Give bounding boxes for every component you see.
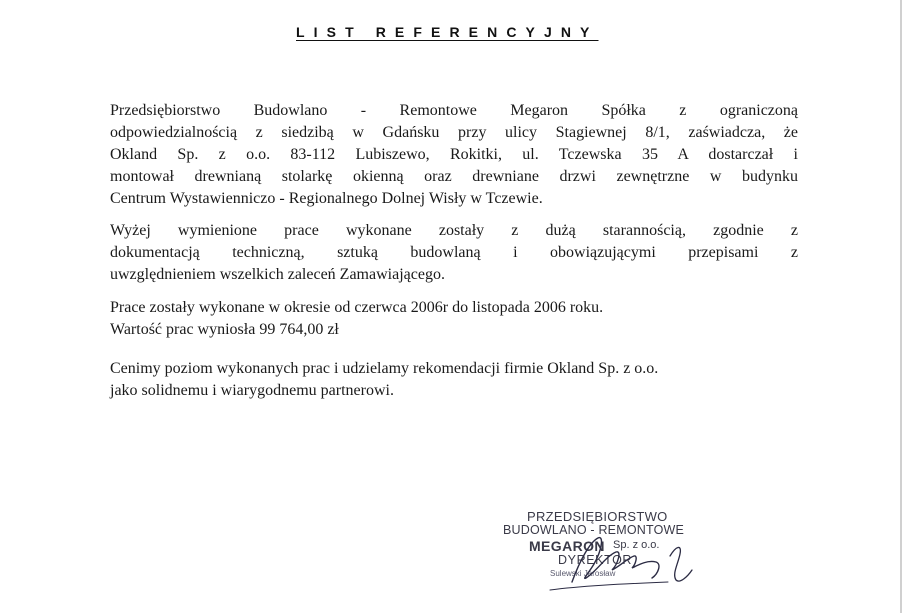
text-line: uwzględnieniem wszelkich zaleceń Zamawiającego. [110, 266, 445, 283]
document-title: LIST REFERENCYJNY [296, 24, 599, 40]
stamp-line-name: Sulewski Jarosław [550, 569, 616, 578]
text-line: Centrum Wystawienniczo - Regionalnego Dolnej Wisły w Tczewie. [110, 190, 543, 207]
text-line: Wyżej wymienione prace wykonane zostały z dużą starannością, zgodnie z [110, 222, 798, 239]
text-line: dokumentacją techniczną, sztuką budowlaną i obowiązującymi przepisami z [110, 244, 798, 261]
text-line: odpowiedzialnością z siedzibą w Gdańsku przy ulicy Stagiewnej 8/1, zaświadcza, że [110, 124, 798, 141]
scan-edge [900, 0, 902, 613]
text-line: Wartość prac wyniosła 99 764,00 zł [110, 321, 339, 338]
stamp-line-company-type: PRZEDSIĘBIORSTWO [527, 509, 668, 524]
text-line: jako solidnemu i wiarygodnemu partnerowi. [110, 382, 394, 399]
paragraph-intro [110, 100, 798, 210]
text-line: montował drewnianą stolarkę okienną oraz drewniane drzwi zewnętrzne w budynku [110, 168, 798, 185]
stamp-line-industry: BUDOWLANO - REMONTOWE [503, 523, 685, 537]
text-line: Przedsiębiorstwo Budowlano - Remontowe Megaron Spółka z ograniczoną [110, 102, 798, 119]
stamp-line-legal-form: Sp. z o.o. [613, 539, 660, 551]
handwritten-signature [520, 520, 710, 600]
paragraph-recommendation [110, 358, 798, 402]
stamp-line-position: DYREKTOR [558, 553, 633, 567]
paragraph-quality [110, 220, 798, 286]
text-line: Cenimy poziom wykonanych prac i udzielamy rekomendacji firmie Okland Sp. z o.o. [110, 360, 659, 377]
text-line: Prace zostały wykonane w okresie od czerwca 2006r do listopada 2006 roku. [110, 299, 604, 316]
paragraph-period-value [110, 297, 798, 341]
stamp-line-company-name: MEGARON [529, 538, 605, 554]
text-line: Okland Sp. z o.o. 83-112 Lubiszewo, Rokitki, ul. Tczewska 35 A dostarczał i [110, 146, 798, 163]
